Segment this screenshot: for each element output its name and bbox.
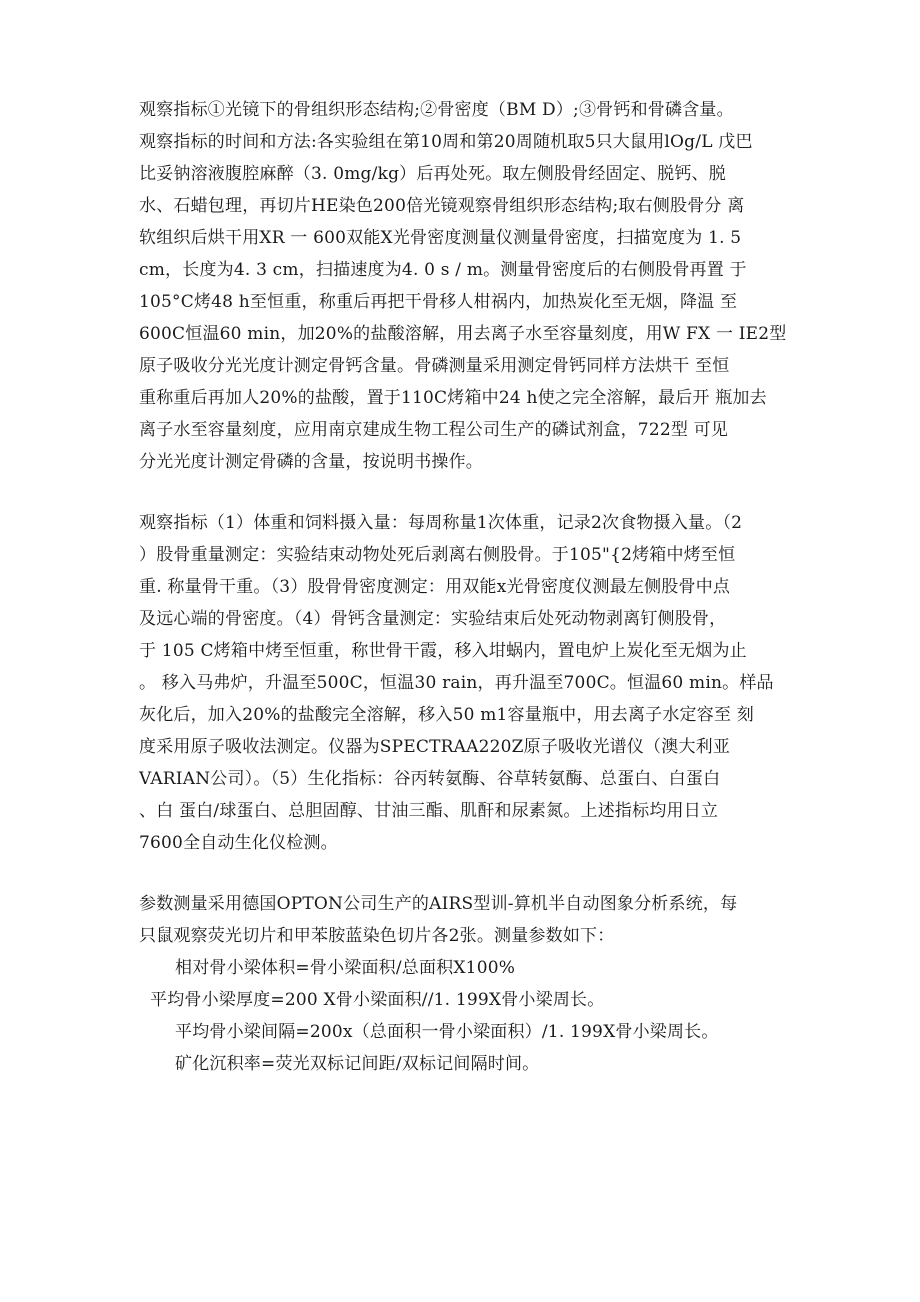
text-line: 重. 称量骨干重。（3）股骨骨密度测定：用双能x光骨密度仪测最左侧股骨中点 xyxy=(139,577,731,597)
text-line: 比妥钠溶液腹腔麻醉（3. 0mg/kg）后再处死。取左侧股骨经固定、脱钙、脱 xyxy=(139,164,726,184)
text-line: 观察指标（1）体重和饲料摄入量：每周称量1次体重，记录2次食物摄入量。（2 xyxy=(139,513,743,533)
formula-mineral-apposition-rate: 矿化沉积率=荧光双标记间距/双标记间隔时间。 xyxy=(175,1054,540,1074)
text-line: 参数测量采用德国OPTON公司生产的AIRS型训-算机半自动图象分析系统，每 xyxy=(139,894,738,914)
formula-relative-trabecular-volume: 相对骨小梁体积=骨小梁面积/总面积X100% xyxy=(175,958,516,978)
text-line: 观察指标①光镜下的骨组织形态结构;②骨密度（BM D）;③骨钙和骨磷含量。 xyxy=(139,100,734,120)
text-line: 于 105 C烤箱中烤至恒重，称世骨干霞，移入坩蜗内，置电炉上炭化至无烟为止 xyxy=(139,641,747,661)
text-line: 离子水至容量刻度，应用南京建成生物工程公司生产的磷试剂盒，722型 可见 xyxy=(139,420,729,440)
text-line: ）股骨重量测定：实验结束动物处死后剥离右侧股骨。于105"{2烤箱中烤至恒 xyxy=(139,545,736,565)
text-line: 灰化后，加入20%的盐酸完全溶解，移入50 m1容量瓶中，用去离子水定容至 刻 xyxy=(139,705,754,725)
text-line: 度采用原子吸收法测定。仪器为SPECTRAA220Z原子吸收光谱仪（澳大利亚 xyxy=(139,737,731,757)
formula-mean-trabecular-separation: 平均骨小梁间隔=200x（总面积一骨小梁面积）/1. 199X骨小梁周长。 xyxy=(175,1022,719,1042)
text-line: 及远心端的骨密度。（4）骨钙含量测定：实验结束后处死动物剥离钉侧股骨， xyxy=(139,609,727,629)
text-line: 、白 蛋白/球蛋白、总胆固醇、甘油三酯、肌酐和尿素氮。上述指标均用日立 xyxy=(139,801,719,821)
formula-mean-trabecular-thickness: 平均骨小梁厚度=200 X骨小梁面积//1. 199X骨小梁周长。 xyxy=(150,990,605,1010)
text-line: 重称重后再加人20%的盐酸，置于110C烤箱中24 h使之完全溶解，最后开 瓶加去 xyxy=(139,388,767,408)
text-line: 600C恒温60 min，加20%的盐酸溶解，用去离子水至容量刻度，用W FX 一 IE2型 xyxy=(139,324,787,344)
text-line: 只鼠观察荧光切片和甲苯胺蓝染色切片各2张。测量参数如下： xyxy=(139,926,615,946)
text-line: VARIAN公司）。（5）生化指标：谷丙转氨酶、谷草转氨酶、总蛋白、白蛋白 xyxy=(139,769,721,789)
text-line: cm，长度为4. 3 cm，扫描速度为4. 0 s / m。测量骨密度后的右侧股骨再置 于 xyxy=(139,260,747,280)
text-line: 水、石蜡包理，再切片HE染色200倍光镜观察骨组织形态结构;取右侧股骨分 离 xyxy=(139,196,745,216)
text-line: 原子吸收分光光度计测定骨钙含量。骨磷测量采用测定骨钙同样方法烘干 至恒 xyxy=(139,356,730,376)
text-line: 105°C烤48 h至恒重，称重后再把干骨移人柑祸内，加热炭化至无烟，降温 至 xyxy=(139,292,738,312)
text-line: 7600全自动生化仪检测。 xyxy=(139,833,338,853)
text-line: 分光光度计测定骨磷的含量，按说明书操作。 xyxy=(139,452,483,472)
text-line: 软组织后烘干用XR 一 600双能X光骨密度测量仪测量骨密度，扫描宽度为 1. 5 xyxy=(139,228,742,248)
text-line: 。 移入马弗炉，升温至500C，恒温30 rain，再升温至700C。恒温60 min。样品 xyxy=(139,673,774,693)
text-line: 观察指标的时间和方法:各实验组在第10周和第20周随机取5只大鼠用lOg/L 戊巴 xyxy=(139,132,753,152)
